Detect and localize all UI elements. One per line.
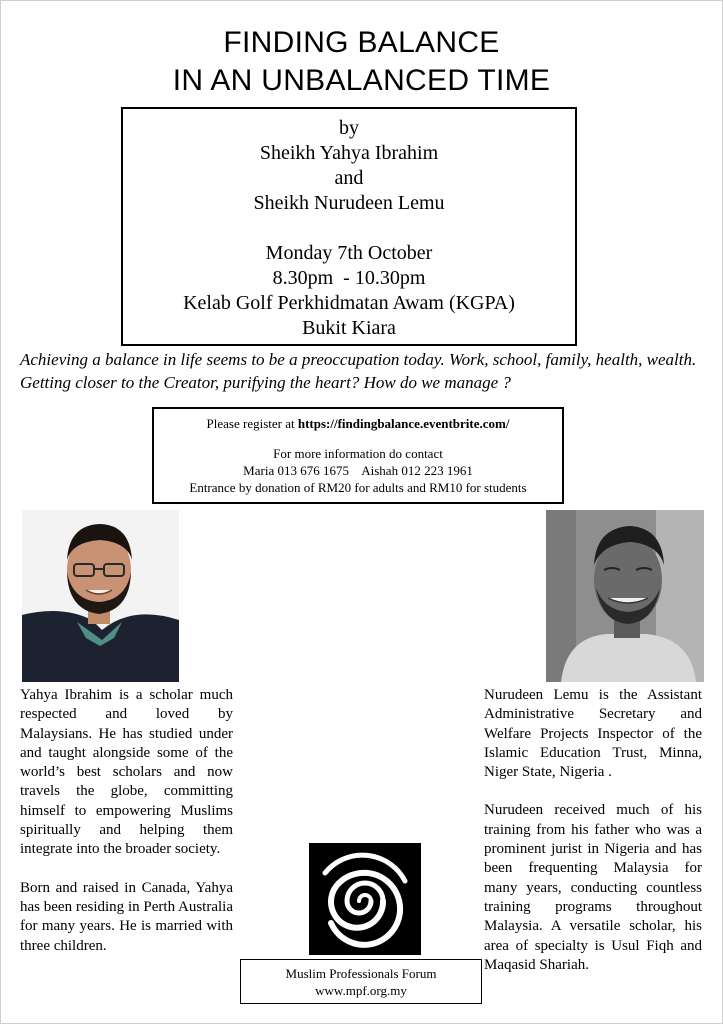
poster-title — [0, 24, 723, 100]
registration-box — [152, 407, 564, 504]
yahya-bio-paragraph-1: Yahya Ibrahim is a scholar much respected and loved by Malaysians. He has studied under and taught alongside some of the world’s best scholars and now travels the globe, committing himself to empowering Muslims spiritually and helping them integrate into the broader society. — [20, 687, 233, 858]
nurudeen-bio-paragraph-2: Nurudeen received much of his training from his father who was a prominent jurist in Nigeria and has been frequenting Malaysia for many years, conducting countless training programs throughout Malaysia. A versatile scholar, his area of specialty is Usul Fiqh and Maqasid Shariah. — [484, 802, 702, 973]
speaker-2-name: Sheikh Nurudeen Lemu — [253, 192, 445, 214]
nurudeen-bio — [484, 686, 702, 994]
contact-intro: For more information do contact — [273, 446, 443, 461]
nurudeen-bio-paragraph-1: Nurudeen Lemu is the Assistant Administrative Secretary and Welfare Projects Inspector of the Islamic Education Trust, Minna, Niger State, Nigeria . — [484, 687, 702, 781]
entrance-fee: Entrance by donation of RM20 for adults and RM10 for students — [189, 480, 527, 495]
mpf-footer-box — [240, 959, 482, 1004]
event-venue: Kelab Golf Perkhidmatan Awam (KGPA) — [183, 292, 515, 314]
contact-numbers: Maria 013 676 1675 Aishah 012 223 1961 — [243, 463, 473, 478]
event-date: Monday 7th October — [265, 242, 433, 264]
event-time: 8.30pm - 10.30pm — [272, 267, 426, 289]
speaker-1-name: Sheikh Yahya Ibrahim — [259, 142, 439, 164]
register-url-link[interactable]: https://findingbalance.eventbrite.com/ — [297, 416, 510, 431]
yahya-photo — [22, 510, 179, 682]
nurudeen-photo — [546, 510, 704, 682]
mpf-org-name: Muslim Professionals Forum — [285, 966, 437, 981]
yahya-bio-paragraph-2: Born and raised in Canada, Yahya has been residing in Perth Australia for many years. He is married with three children. — [20, 879, 233, 954]
event-info-box — [121, 107, 577, 346]
event-venue-area: Bukit Kiara — [302, 317, 396, 339]
yahya-portrait-icon — [22, 510, 179, 682]
mpf-website-link[interactable]: www.mpf.org.my — [315, 983, 407, 998]
intro-paragraph: Achieving a balance in life seems to be a preoccupation today. Work, school, family, health, wealth. Getting closer to the Creator, purifying the heart? How do we manage ? — [20, 350, 697, 392]
register-line — [154, 415, 562, 432]
by-label: by — [339, 117, 359, 139]
and-label: and — [334, 167, 364, 189]
yahya-bio — [20, 686, 233, 975]
mpf-spiral-logo-icon — [309, 843, 421, 955]
nurudeen-portrait-icon — [546, 510, 704, 682]
title-line-2: IN AN UNBALANCED TIME — [172, 64, 551, 97]
register-prefix: Please register at — [206, 416, 298, 431]
title-line-1: FINDING BALANCE — [223, 26, 500, 59]
